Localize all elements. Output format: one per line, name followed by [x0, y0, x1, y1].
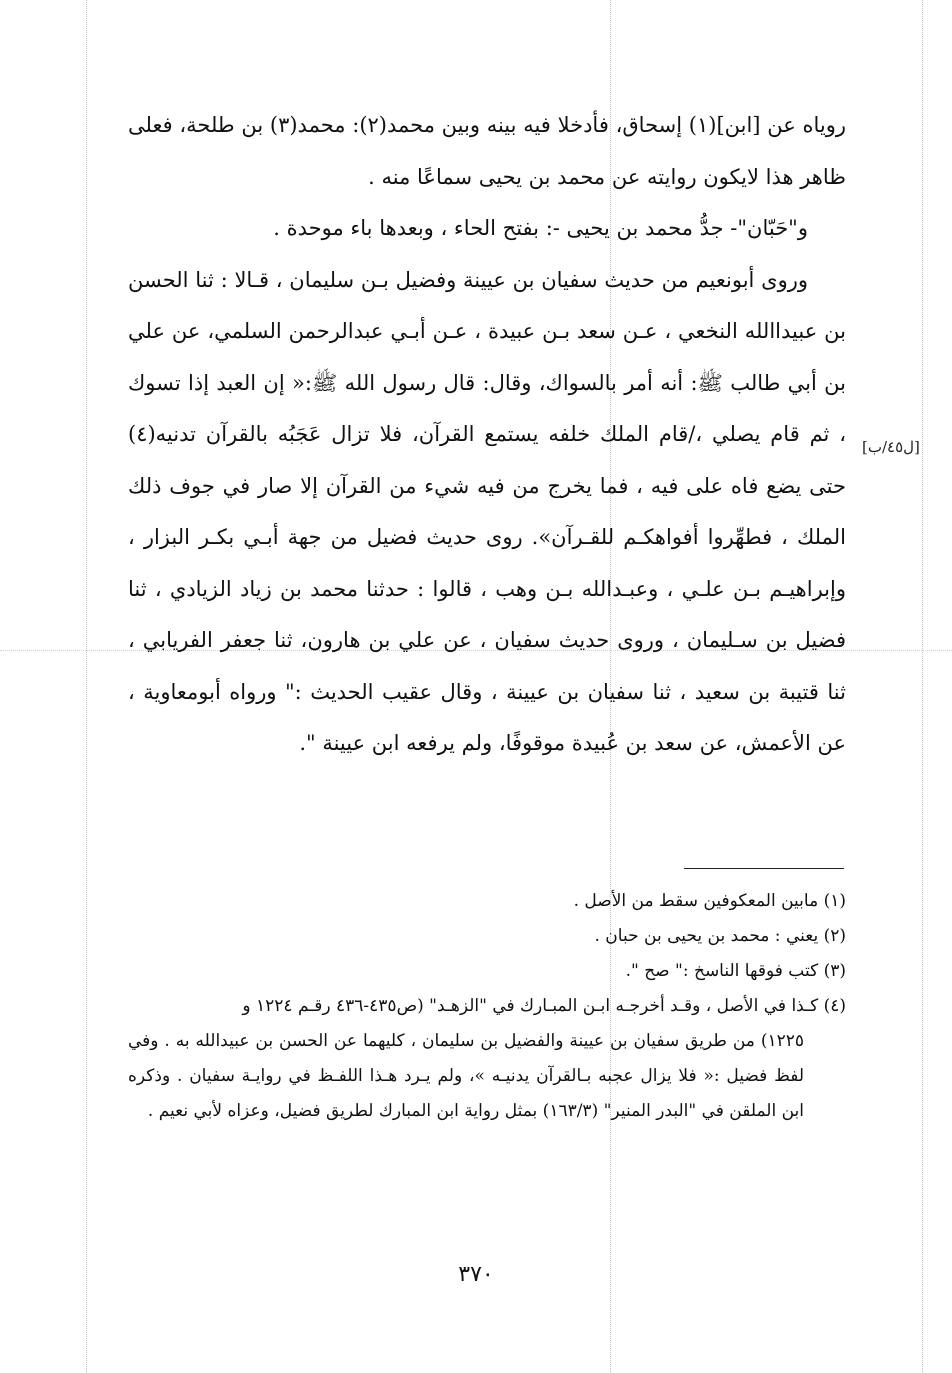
footnote-separator	[684, 868, 844, 869]
scan-guide-line-right	[922, 0, 923, 1373]
paragraph-hibban-note: و"حَبّان"- جدُّ محمد بن يحيى -: بفتح الحاء ، وبعدها باء موحدة .	[273, 216, 808, 240]
paragraph-continuation: روياه عن [ابن](١) إسحاق، فأدخلا فيه بينه وبين محمد(٢): محمد(٣) بن طلحة، فعلى ظاهر هذا لايكون روايته عن محمد بن يحيى سماعًا منه .	[128, 113, 846, 189]
footnote-3: (٣) كتب فوقها الناسخ :" صح ".	[625, 961, 846, 981]
manuscript-folio-marker: [ل٤٥/ب]	[862, 438, 920, 456]
page-number: ٣٧٠	[458, 1262, 494, 1287]
footnotes	[128, 884, 846, 1129]
footnote-1: (١) مابين المعكوفين سقط من الأصل .	[573, 891, 846, 911]
paragraph-hadith-narration: وروى أبونعيم من حديث سفيان بن عيينة وفضيل بـن سليمان ، قـالا : ثنا الحسن بن عبيداالله النخعي ، عـن سعد بـن عبيدة ، عـن أبـي عبدالرحمن السلمي، عن علي بن أبي طالب ﷺ: أنه أمر بالسواك، وقال: قال رسول الله ﷺ:« إن العبد إذا تسوك ، ثم قام يصلي ،/قام الملك خلفه يستمع القرآن، فلا تزال عَجَبُه بالقرآن تدنيه(٤) حتى يضع فاه على فيه ، فما يخرج من فيه شيء من القرآن إلا صار في جوف ذلك الملك ، فطهِّروا أفواهكـم للقـرآن». روى حديث فضيل من جهة أبـي بكـر البزار ، وإبراهيـم بـن علـي ، وعبـدالله بـن وهب ، قالوا : حدثنا محمد بن زياد الزيادي ، ثنا فضيل بن سـليمان ، وروى حديث سفيان ، عن علي بن هارون، ثنا جعفر الفريابي ، ثنا قتيبة بن سعيد ، ثنا سفيان بن عيينة ، وقال عقيب الحديث :" ورواه أبومعاوية ، عن الأعمش، عن سعد بن عُبيدة موقوفًا، ولم يرفعه ابن عيينة ".	[128, 267, 846, 755]
scan-guide-line-left	[86, 0, 87, 1373]
main-text	[128, 100, 846, 770]
footnote-2: (٢) يعني : محمد بن يحيى بن حبان .	[594, 926, 846, 946]
footnote-4: (٤) كـذا في الأصل ، وقـد أخرجـه ابـن المبـارك في "الزهـد" (ص٤٣٥-٤٣٦ رقـم ١٢٢٤ و	[242, 996, 846, 1016]
footnote-4-continuation: ١٢٢٥) من طريق سفيان بن عيينة والفضيل بن سليمان ، كليهما عن الحسن بن عبيدالله به . وفي لفظ فضيل :« فلا يزال عجبه بـالقرآن يدنيـه »، ولم يـرد هـذا اللفـظ في روايـة سفيان . وذكره ابن الملقن في "البدر المنير" (١٦٣/٣) بمثل رواية ابن المبارك لطريق فضيل، وعزاه لأبي نعيم .	[128, 1031, 804, 1121]
